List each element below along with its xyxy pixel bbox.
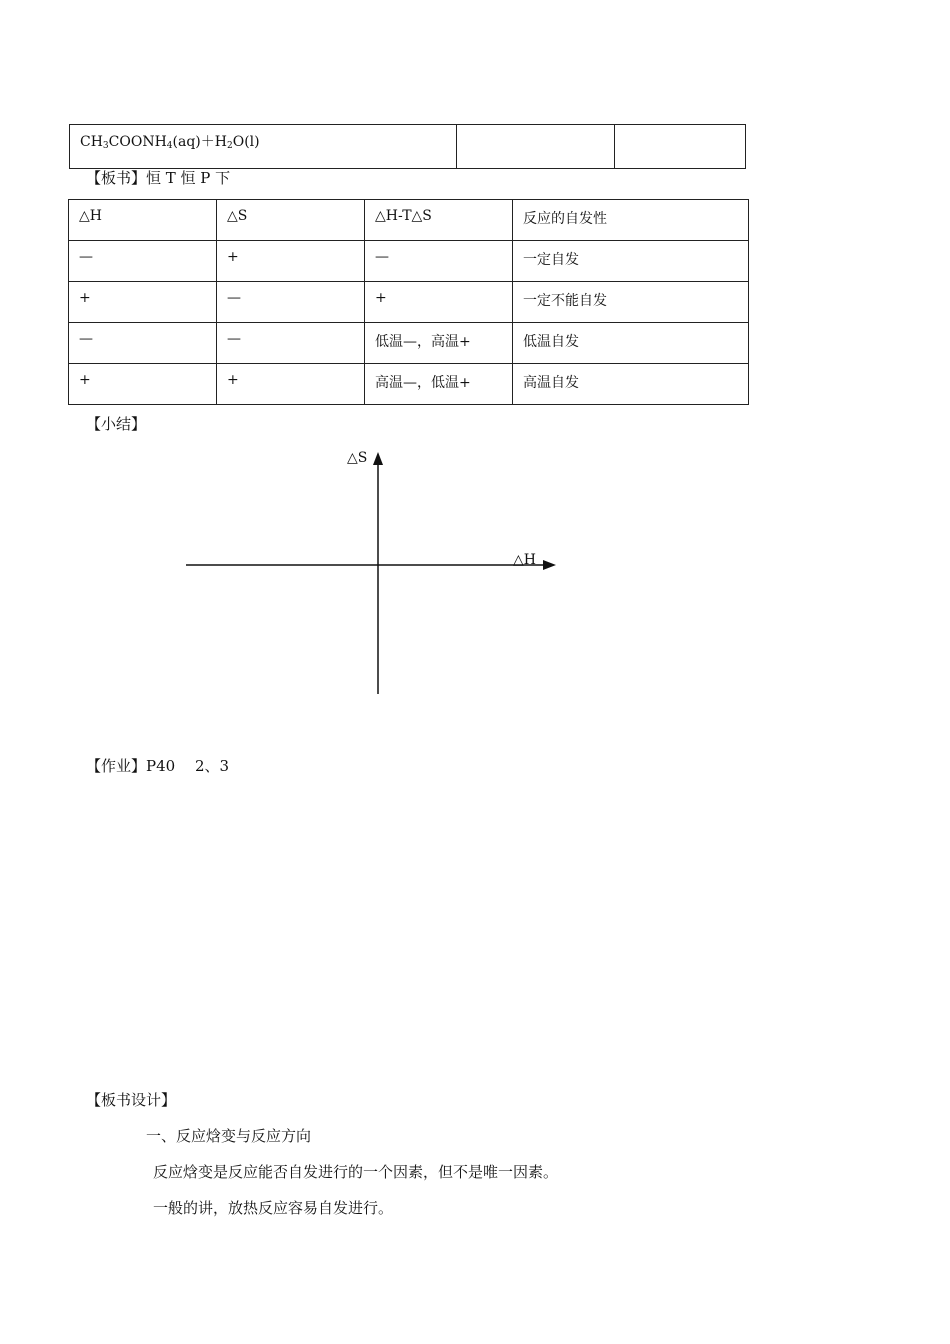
header-ds: △S: [217, 200, 365, 241]
table-cell: —: [365, 241, 513, 282]
table-cell: 低温—，高温+: [365, 323, 513, 364]
table-cell: +: [217, 241, 365, 282]
x-axis-label: △H: [513, 552, 536, 568]
table-cell: 高温—，低温+: [365, 364, 513, 405]
table-cell: —: [217, 282, 365, 323]
reaction-formula-cell: $CH_3COONH_4(aq)+H_2O(l)$: [70, 125, 457, 169]
homework: 【作业】P40 2、3: [86, 757, 230, 775]
summary-heading: 【小结】: [86, 415, 147, 433]
table-cell: —: [217, 323, 365, 364]
header-dh: △H: [69, 200, 217, 241]
board-design-line-1: 反应焓变是反应能否自发进行的一个因素，但不是唯一因素。: [153, 1163, 559, 1181]
board-note: 【板书】恒 T 恒 P 下: [86, 169, 231, 187]
table-cell: +: [69, 282, 217, 323]
table-cell: 一定不能自发: [513, 282, 749, 323]
board-design-heading: 【板书设计】: [86, 1091, 177, 1109]
board-design-line-2: 一般的讲，放热反应容易自发进行。: [153, 1199, 394, 1217]
table-cell: +: [69, 364, 217, 405]
header-spontaneity: 反应的自发性: [513, 200, 749, 241]
table-cell: —: [69, 323, 217, 364]
y-axis-label: △S: [347, 450, 368, 466]
table-cell: 一定自发: [513, 241, 749, 282]
board-design-section: 一、反应焓变与反应方向: [146, 1127, 312, 1145]
table-cell: 高温自发: [513, 364, 749, 405]
table-cell: +: [217, 364, 365, 405]
header-dg: △H-T△S: [365, 200, 513, 241]
y-axis-arrow: [373, 452, 383, 465]
table-cell: +: [365, 282, 513, 323]
table-cell: —: [69, 241, 217, 282]
table-cell: 低温自发: [513, 323, 749, 364]
x-axis-arrow: [543, 560, 556, 570]
